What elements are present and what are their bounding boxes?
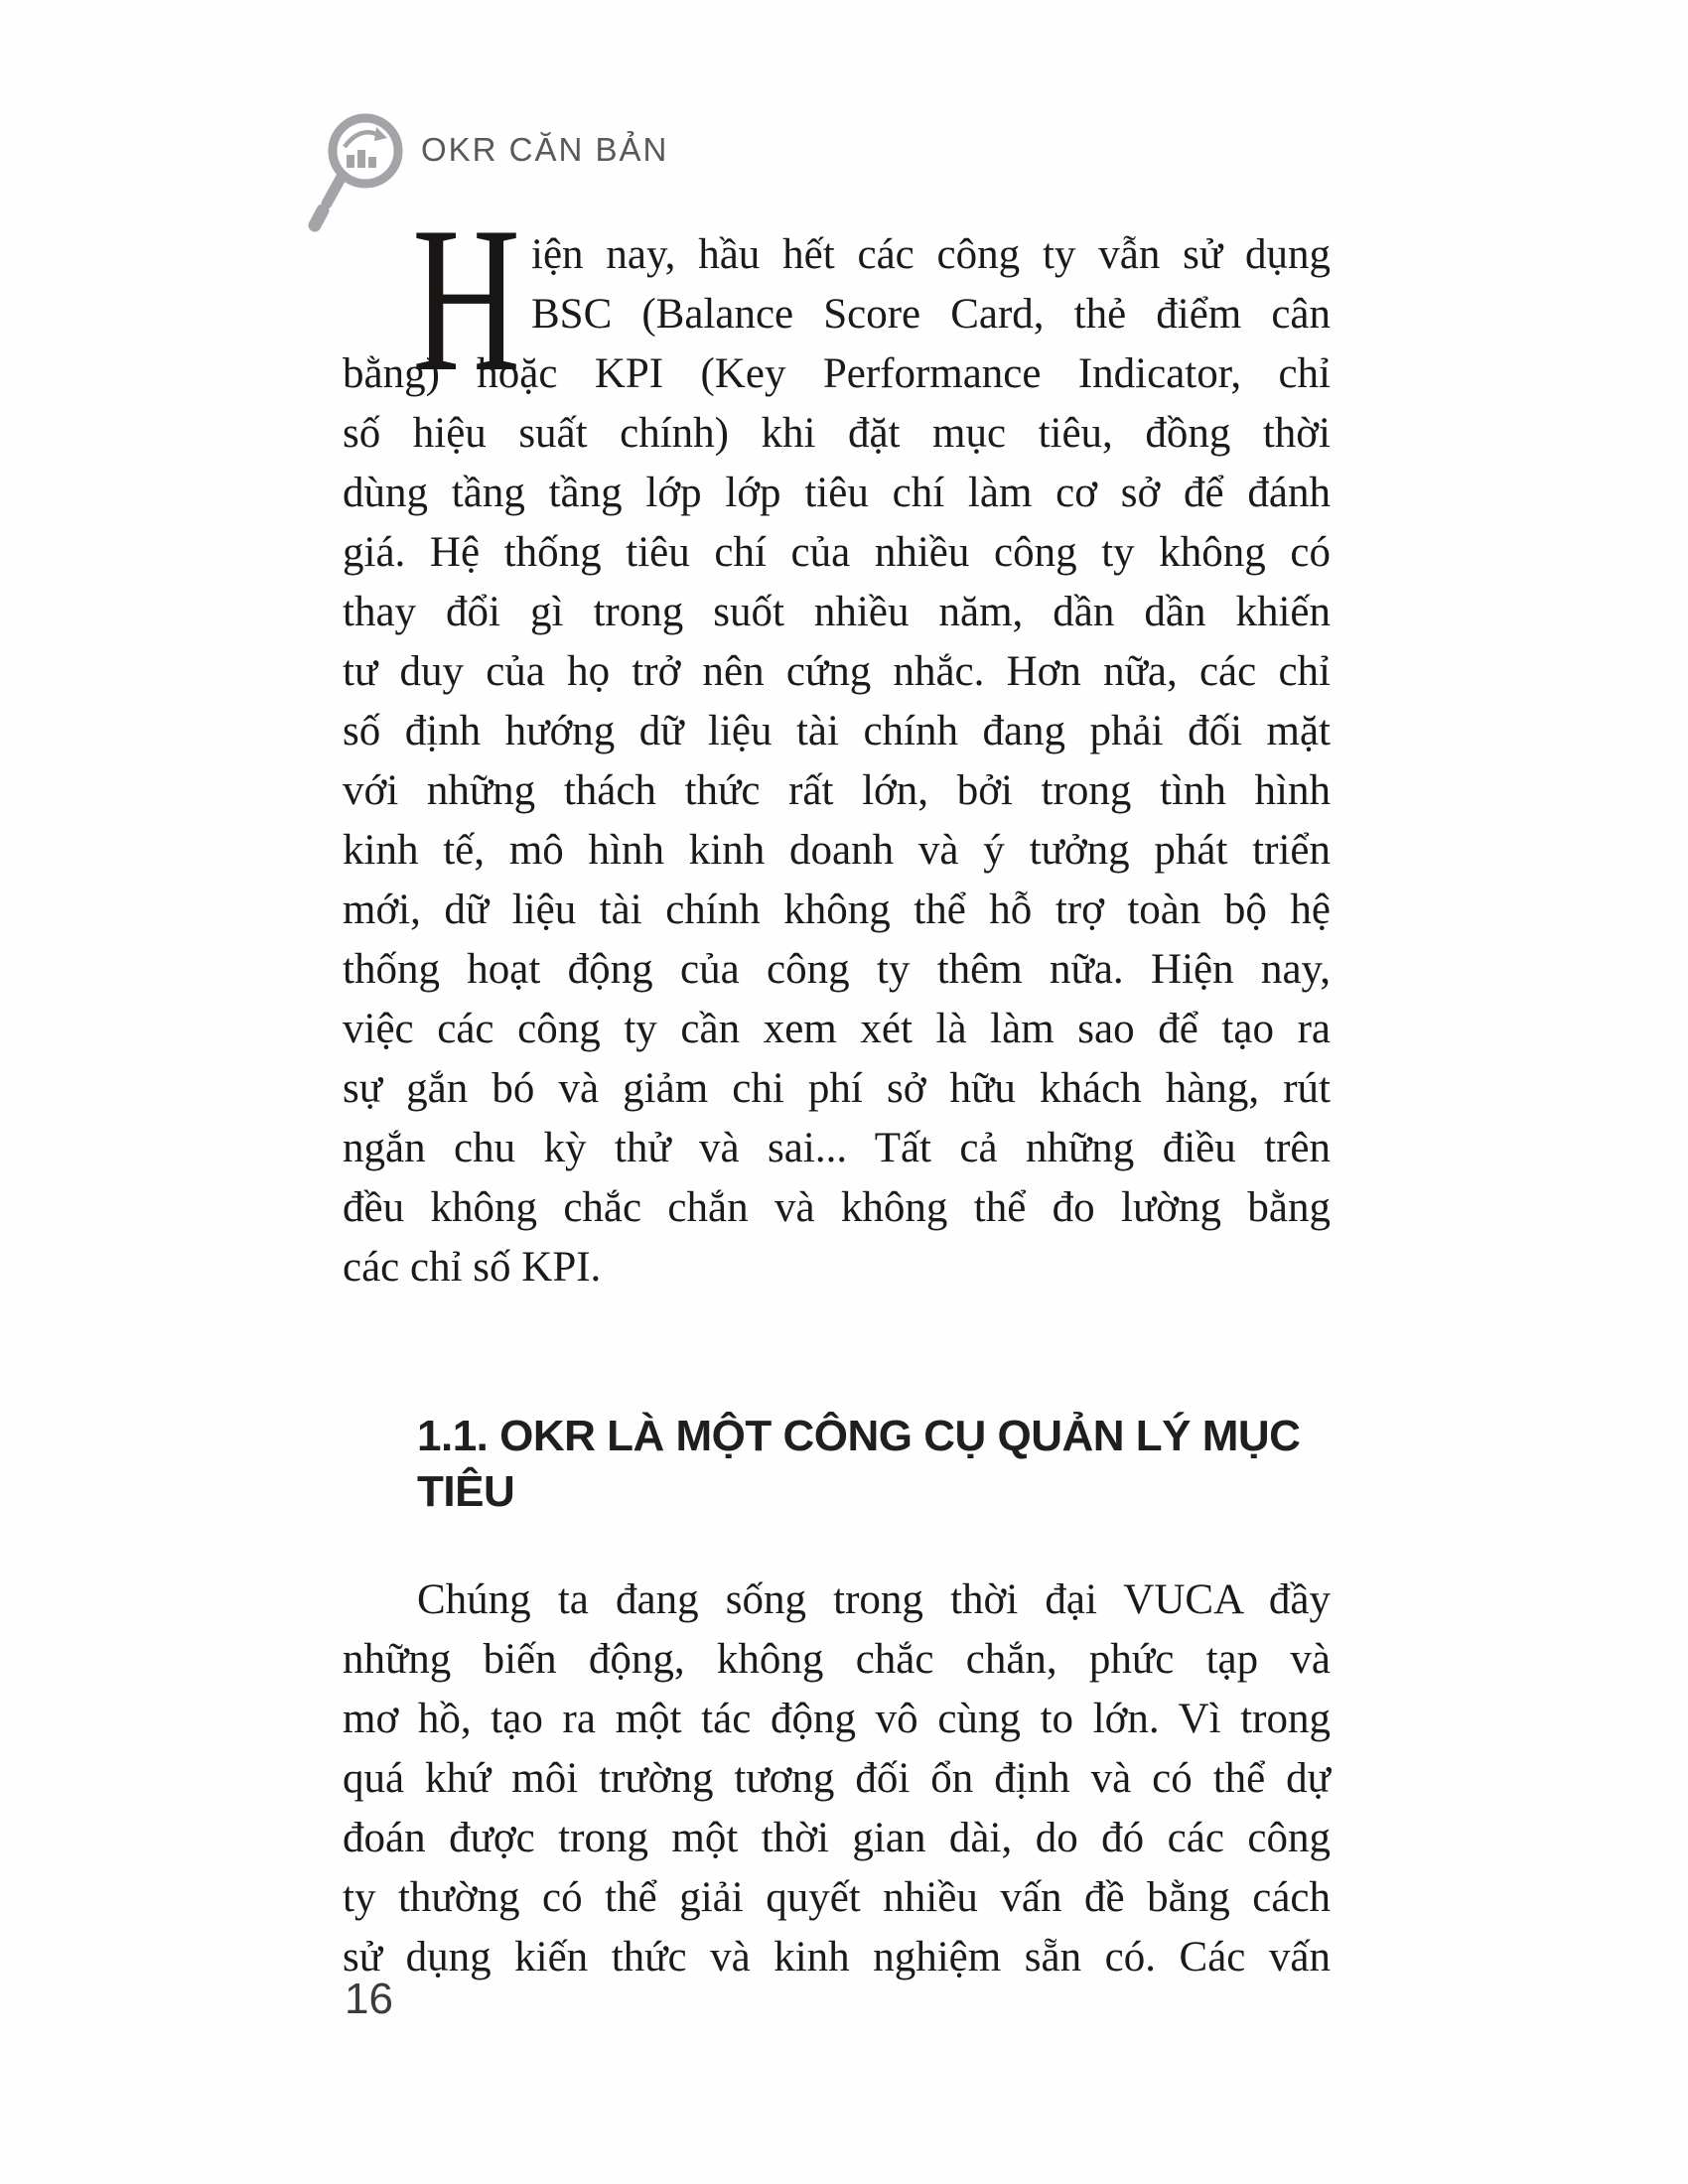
running-header-title: OKR CĂN BẢN [421,131,669,168]
text-line: số hiệu suất chính) khi đặt mục tiêu, đồng thời [343,410,1331,457]
chart-bar [357,150,365,168]
text-line: số định hướng dữ liệu tài chính đang phải đối mặt [343,708,1331,754]
chart-bar [347,155,354,168]
text-line: thay đổi gì trong suốt nhiều năm, dần dần khiến [343,589,1331,635]
text-line: ty thường có thể giải quyết nhiều vấn đề bằng cách [343,1874,1331,1921]
text-line: các chỉ số KPI. [343,1244,602,1291]
text-line: Chúng ta đang sống trong thời đại VUCA đầy [417,1576,1331,1623]
text-line: với những thách thức rất lớn, bởi trong tình hình [343,767,1331,814]
drop-cap: H [412,185,521,415]
magnifier-handle-tip [315,210,323,225]
text-line: việc các công ty cần xem xét là làm sao để tạo ra [343,1006,1331,1052]
text-line: đoán được trong một thời gian dài, do đó các công [343,1815,1331,1861]
chart-bar [368,157,376,168]
text-line: bằng) hoặc KPI (Key Performance Indicator, chỉ [343,350,1331,397]
text-line: tư duy của họ trở nên cứng nhắc. Hơn nữa, các chỉ [343,648,1331,695]
section-heading: 1.1. OKR LÀ MỘT CÔNG CỤ QUẢN LÝ MỤC TIÊU [417,1412,1301,1516]
text-line: mới, dữ liệu tài chính không thể hỗ trợ toàn bộ hệ [343,887,1331,933]
text-line: dùng tầng tầng lớp lớp tiêu chí làm cơ sở để đánh [343,470,1331,516]
paragraph-1-beside-dropcap [531,225,1331,344]
running-header [0,0,1688,238]
text-line: những biến động, không chắc chắn, phức tạp và [343,1636,1331,1683]
magnifier-handle [327,177,342,204]
text-line: giá. Hệ thống tiêu chí của nhiều công ty không có [343,529,1331,576]
text-line: kinh tế, mô hình kinh doanh và ý tưởng phát triển [343,827,1331,874]
text-line: ngắn chu kỳ thử và sai... Tất cả những điều trên [343,1125,1331,1171]
magnifier-growth-chart-icon [308,105,407,234]
paragraph-2 [343,1570,1331,1987]
text-line: thống hoạt động của công ty thêm nữa. Hiện nay, [343,946,1331,993]
text-line: sự gắn bó và giảm chi phí sở hữu khách hàng, rút [343,1065,1331,1112]
page-number: 16 [345,1975,393,2023]
paragraph-1 [343,185,1331,1297]
text-line: BSC (Balance Score Card, thẻ điểm cân [531,291,1331,338]
text-line: đều không chắc chắn và không thể đo lường bằng [343,1184,1331,1231]
text-line: mơ hồ, tạo ra một tác động vô cùng to lớn. Vì trong [343,1696,1331,1742]
text-line: quá khứ môi trường tương đối ổn định và có thể dự [343,1755,1331,1802]
text-line: sử dụng kiến thức và kinh nghiệm sẵn có. Các vấn [343,1934,1331,1980]
text-column [343,185,1331,1987]
paragraph-1-body [343,344,1331,1297]
text-line: iện nay, hầu hết các công ty vẫn sử dụng [531,231,1331,278]
